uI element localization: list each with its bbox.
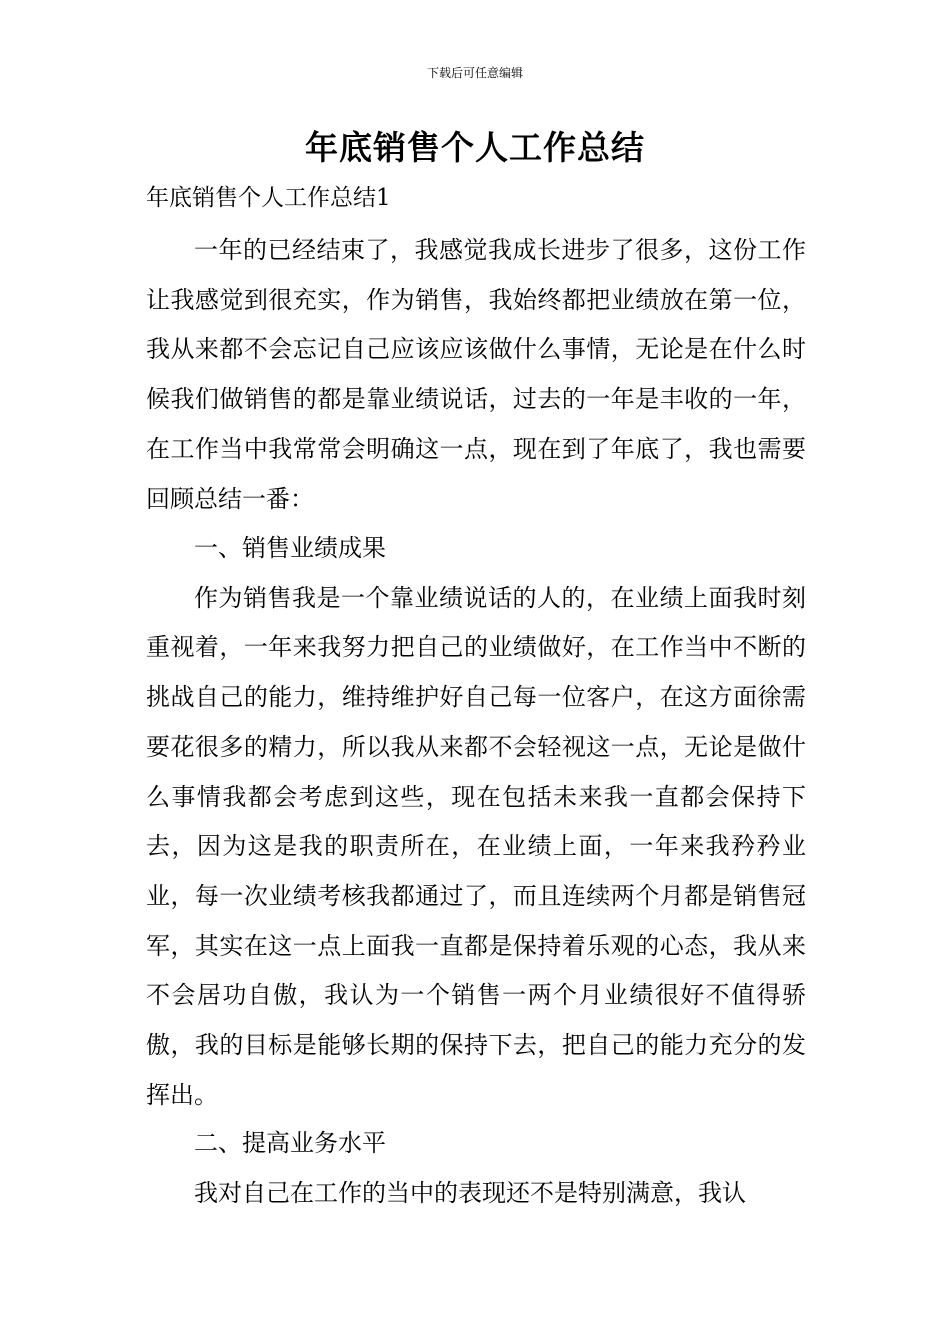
- section-1-paragraph: 作为销售我是一个靠业绩说话的人的，在业绩上面我时刻重视着，一年来我努力把自己的业绩做好，在工作当中不断的挑战自己的能力，维持维护好自己每一位客户，在这方面徐需要花很多的精力，所以我从来都不会轻视这一点，无论是做什么事情我都会考虑到这些，现在包括未来我一直都会保持下去，因为这是我的职责所在，在业绩上面，一年来我矜矜业业，每一次业绩考核我都通过了，而且连续两个月都是销售冠军，其实在这一点上面我一直都是保持着乐观的心态，我从来不会居功自傲，我认为一个销售一两个月业绩很好不值得骄傲，我的目标是能够长期的保持下去，把自己的能力充分的发挥出。: [146, 583, 806, 1109]
- section-1-heading: 一、销售业绩成果: [194, 534, 386, 562]
- section-2-paragraph: 我对自己在工作的当中的表现还不是特别满意，我认: [194, 1178, 746, 1207]
- section-1: [146, 524, 806, 1120]
- header-note: 下载后可任意编辑: [426, 66, 523, 80]
- intro-paragraph: 一年的已经结束了，我感觉我成长进步了很多，这份工作让我感觉到很充实，作为销售，我始终都把业绩放在第一位，我从来都不会忘记自己应该应该做什么事情，无论是在什么时候我们做销售的都是靠业绩说话，过去的一年是丰收的一年，在工作当中我常常会明确这一点，现在到了年底了，我也需要回顾总结一番：: [146, 236, 806, 513]
- document-subtitle: 年底销售个人工作总结1: [146, 185, 391, 211]
- section-2: [146, 1119, 806, 1218]
- section-2-heading: 二、提高业务水平: [194, 1129, 386, 1157]
- document-title: 年底销售个人工作总结: [305, 128, 645, 167]
- intro-block: [146, 226, 806, 524]
